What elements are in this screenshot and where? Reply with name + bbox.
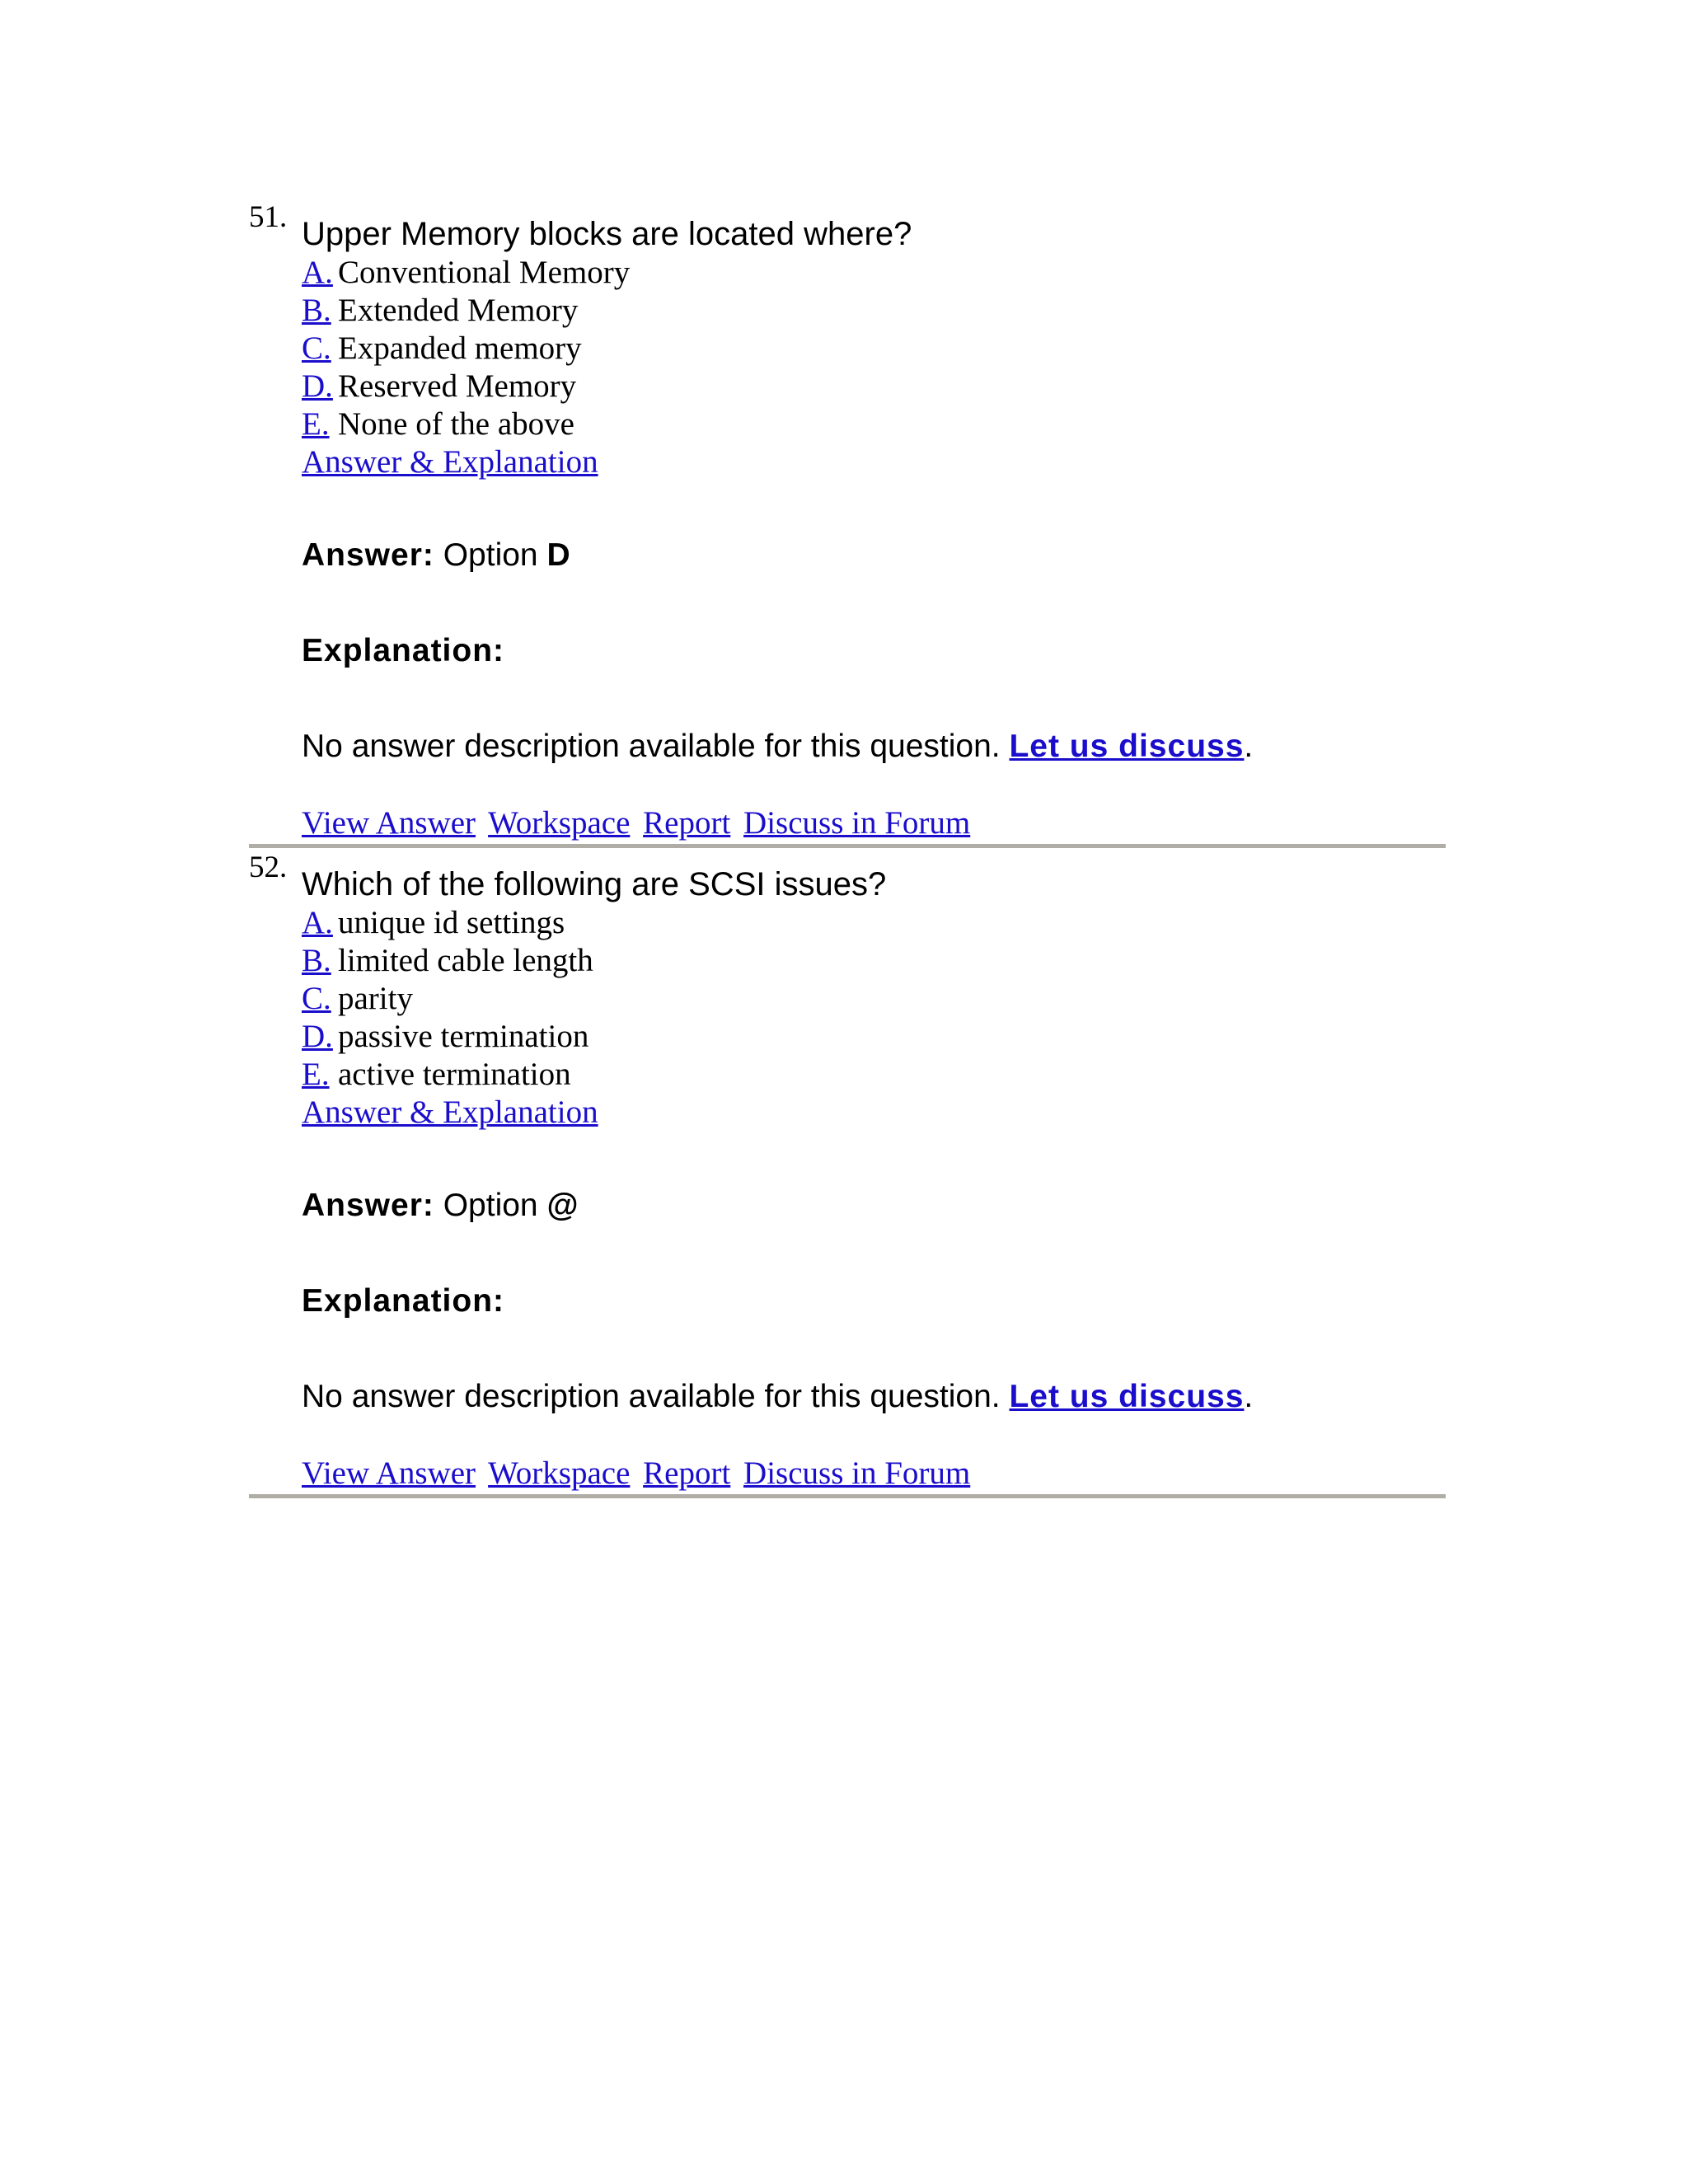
option-b-text: Extended Memory: [338, 293, 579, 328]
option-e: [302, 1056, 1446, 1094]
question-text: Which of the following are SCSI issues?: [302, 866, 887, 902]
explanation-label: Explanation:: [302, 1283, 505, 1319]
option-a: [302, 904, 1446, 942]
discuss-suffix: .: [1244, 729, 1254, 764]
option-a: [302, 254, 1446, 292]
option-b-link[interactable]: B.: [302, 943, 331, 978]
option-d-link[interactable]: D.: [302, 368, 333, 404]
option-list: [302, 904, 1446, 1094]
let-us-discuss-link[interactable]: Let us discuss: [1009, 729, 1245, 764]
explanation-text: [302, 727, 1446, 766]
discuss-in-forum-link[interactable]: Discuss in Forum: [743, 1455, 971, 1491]
answer-line: [302, 536, 1446, 575]
answer-explanation-link[interactable]: Answer & Explanation: [302, 1094, 598, 1130]
discuss-in-forum-link[interactable]: Discuss in Forum: [743, 805, 971, 841]
option-c-link[interactable]: C.: [302, 330, 331, 366]
option-c-text: parity: [338, 981, 413, 1016]
explanation-body: No answer description available for this question.: [302, 729, 1001, 764]
option-c: [302, 980, 1446, 1018]
workspace-link[interactable]: Workspace: [488, 1455, 631, 1491]
answer-prefix: Option: [443, 537, 538, 573]
option-d-text: passive termination: [338, 1019, 589, 1054]
option-e-link[interactable]: E.: [302, 406, 330, 442]
option-list: [302, 254, 1446, 443]
view-answer-link[interactable]: View Answer: [302, 1455, 476, 1491]
answer-label: Answer:: [302, 537, 434, 573]
view-answer-link[interactable]: View Answer: [302, 805, 476, 841]
explanation-body: No answer description available for this question.: [302, 1379, 1001, 1414]
discuss-suffix: .: [1244, 1379, 1254, 1414]
option-b: [302, 942, 1446, 980]
answer-value: D: [546, 537, 570, 573]
report-link[interactable]: Report: [643, 1455, 731, 1491]
option-d: [302, 368, 1446, 405]
question-text: Upper Memory blocks are located where?: [302, 216, 912, 252]
option-e-text: None of the above: [338, 406, 574, 442]
option-a-text: unique id settings: [338, 905, 565, 940]
option-a-text: Conventional Memory: [338, 255, 631, 290]
option-c-link[interactable]: C.: [302, 981, 331, 1016]
question-51: [249, 198, 1446, 848]
quiz-page: [249, 198, 1446, 1498]
question-number: 51.: [249, 200, 288, 234]
option-e: [302, 405, 1446, 443]
option-a-link[interactable]: A.: [302, 255, 333, 290]
option-a-link[interactable]: A.: [302, 905, 333, 940]
option-e-text: active termination: [338, 1057, 571, 1092]
explanation-label: Explanation:: [302, 633, 505, 668]
workspace-link[interactable]: Workspace: [488, 805, 631, 841]
report-link[interactable]: Report: [643, 805, 731, 841]
option-d: [302, 1018, 1446, 1056]
answer-explanation-link[interactable]: Answer & Explanation: [302, 444, 598, 480]
option-c: [302, 330, 1446, 368]
let-us-discuss-link[interactable]: Let us discuss: [1009, 1379, 1245, 1414]
question-footer-links: [302, 1455, 1446, 1493]
answer-prefix: Option: [443, 1188, 538, 1223]
answer-value: @: [546, 1188, 579, 1223]
explanation-text: [302, 1377, 1446, 1417]
answer-label: Answer:: [302, 1188, 434, 1223]
question-number: 52.: [249, 851, 288, 884]
option-c-text: Expanded memory: [338, 330, 582, 366]
option-b-text: limited cable length: [338, 943, 593, 978]
option-d-link[interactable]: D.: [302, 1019, 333, 1054]
answer-line: [302, 1186, 1446, 1226]
option-b: [302, 292, 1446, 330]
option-e-link[interactable]: E.: [302, 1057, 330, 1092]
option-b-link[interactable]: B.: [302, 293, 331, 328]
option-d-text: Reserved Memory: [338, 368, 577, 404]
question-footer-links: [302, 804, 1446, 842]
question-52: [249, 848, 1446, 1498]
